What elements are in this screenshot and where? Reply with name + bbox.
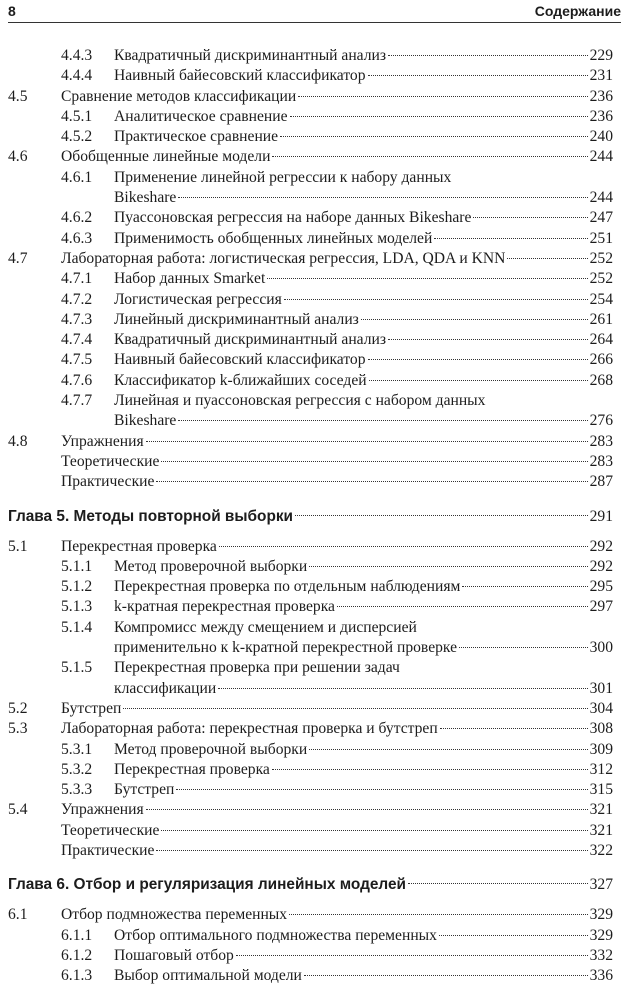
dot-leader	[156, 481, 587, 482]
dot-leader	[272, 769, 588, 770]
dot-leader	[309, 749, 587, 750]
toc-entry-title: Обобщенные линейные модели	[61, 148, 271, 166]
toc-page-number: 268	[589, 371, 613, 389]
dot-leader	[161, 461, 587, 462]
toc-entry-number: 4.7.1	[61, 270, 93, 288]
toc-entry[interactable]	[0, 821, 627, 841]
toc-entry-number: 6.1	[8, 906, 28, 924]
dot-leader	[440, 728, 588, 729]
dot-leader	[219, 546, 588, 547]
toc-page-number: 252	[589, 249, 613, 267]
toc-entry-title: Применение линейной регрессии к набору данных	[114, 168, 452, 186]
toc-entry-number: 4.4.3	[61, 47, 93, 64]
toc-page-number: 300	[589, 639, 613, 657]
toc-entry-title: применительно к k-кратной перекрестной проверке	[114, 639, 458, 657]
toc-entry-number: 4.6.1	[61, 168, 93, 186]
toc-entry-title: Наивный байесовский классификатор	[114, 67, 366, 85]
dot-leader	[434, 238, 587, 239]
toc-entry[interactable]	[0, 597, 627, 617]
toc-entry-title: Практическое сравнение	[114, 128, 279, 146]
toc-entry-title: Классификатор k-ближайших соседей	[114, 371, 367, 389]
toc-entry[interactable]	[0, 658, 627, 699]
toc-page-number: 321	[589, 801, 613, 819]
toc-entry-title: Глава 6. Отбор и регуляризация линейных моделей	[8, 876, 406, 894]
toc-chapter-entry[interactable]	[0, 505, 627, 529]
toc-page-number: 321	[589, 821, 613, 839]
toc-entry[interactable]	[0, 269, 627, 289]
toc-entry-title: Выбор оптимальной модели	[114, 967, 302, 985]
toc-entry-number: 4.7	[8, 249, 28, 267]
dot-leader	[309, 566, 587, 567]
dot-leader	[161, 830, 587, 831]
toc-entry-number: 5.3.2	[61, 760, 93, 778]
toc-page-number: 327	[589, 876, 613, 894]
toc-chapter-entry[interactable]	[0, 873, 627, 897]
toc-entry-number: 4.5.1	[61, 107, 93, 125]
page-number: 8	[8, 3, 16, 19]
toc-page-number: 236	[589, 107, 613, 125]
toc-entry[interactable]	[0, 760, 627, 780]
toc-entry-title: Линейная и пуассоновская регрессия с набором данных	[114, 392, 486, 410]
toc-page-number: 309	[589, 740, 613, 758]
toc-page-number: 240	[589, 128, 613, 146]
toc-page-number: 332	[589, 946, 613, 964]
toc-page-number: 295	[589, 578, 613, 596]
toc-entry-title: Bikeshare	[114, 189, 177, 207]
dot-leader	[439, 935, 588, 936]
toc-page-number: 329	[589, 906, 613, 924]
toc-entry[interactable]	[0, 926, 627, 946]
toc-entry[interactable]	[0, 946, 627, 966]
toc-entry[interactable]	[0, 107, 627, 127]
toc-entry-title: Компромисс между смещением и дисперсией	[114, 618, 417, 636]
toc-entry[interactable]	[0, 537, 627, 557]
toc-page-number: 315	[589, 781, 613, 799]
toc-page-number: 261	[589, 310, 613, 328]
toc-entry[interactable]	[0, 966, 627, 986]
toc-page-number: 252	[589, 270, 613, 288]
toc-page-number: 244	[589, 189, 613, 207]
toc-entry-number: 5.3.3	[61, 781, 93, 799]
dot-leader	[304, 975, 588, 976]
toc-entry[interactable]	[0, 452, 627, 472]
toc-entry-number: 6.1.3	[61, 967, 93, 985]
dot-leader	[178, 420, 587, 421]
toc-entry-number: 5.1.4	[61, 618, 93, 636]
table-of-contents	[0, 46, 627, 986]
toc-entry-number: 4.6.2	[61, 209, 93, 227]
toc-entry[interactable]	[0, 719, 627, 739]
toc-entry-title: Наивный байесовский классификатор	[114, 351, 366, 369]
toc-page-number: 336	[589, 967, 613, 985]
toc-entry[interactable]	[0, 905, 627, 925]
toc-entry[interactable]	[0, 66, 627, 86]
toc-entry-title: Перекрестная проверка	[114, 760, 270, 778]
toc-entry[interactable]	[0, 168, 627, 209]
toc-entry[interactable]	[0, 310, 627, 330]
toc-entry[interactable]	[0, 127, 627, 147]
dot-leader	[236, 955, 588, 956]
toc-entry-title: k-кратная перекрестная проверка	[114, 598, 335, 616]
toc-page-number: 329	[589, 926, 613, 944]
toc-entry-title: Квадратичный дискриминантный анализ	[114, 47, 387, 64]
dot-leader	[473, 217, 587, 218]
dot-leader	[272, 156, 587, 157]
toc-entry-title: Практические	[61, 473, 155, 491]
toc-entry-title: классификации	[114, 679, 217, 697]
toc-entry-number: 5.1.2	[61, 578, 93, 596]
dot-leader	[298, 96, 587, 97]
toc-entry-title: Упражнения	[61, 432, 144, 450]
dot-leader	[290, 116, 588, 117]
toc-entry[interactable]	[0, 371, 627, 391]
toc-entry-number: 4.7.3	[61, 310, 93, 328]
toc-entry-title: Упражнения	[61, 801, 144, 819]
toc-entry[interactable]	[0, 330, 627, 350]
toc-entry-number: 4.8	[8, 432, 28, 450]
toc-page-number: 291	[589, 507, 613, 525]
toc-entry-title: Глава 5. Методы повторной выборки	[8, 507, 294, 525]
toc-page-number: 276	[589, 412, 613, 430]
toc-entry-title: Линейный дискриминантный анализ	[114, 310, 359, 328]
dot-leader	[369, 380, 588, 381]
toc-entry[interactable]	[0, 87, 627, 107]
page-header	[8, 0, 621, 23]
toc-entry-title: Теоретические	[61, 821, 160, 839]
toc-entry[interactable]	[0, 800, 627, 820]
toc-entry[interactable]	[0, 350, 627, 370]
dot-leader	[388, 55, 588, 56]
toc-page-number: 301	[589, 679, 613, 697]
toc-page-number: 231	[589, 67, 613, 85]
toc-entry-number: 5.4	[8, 801, 28, 819]
toc-entry[interactable]	[0, 557, 627, 577]
toc-entry-number: 5.1.3	[61, 598, 93, 616]
toc-page-number: 229	[589, 47, 613, 64]
toc-page-number: 312	[589, 760, 613, 778]
toc-entry-title: Бутстреп	[114, 781, 175, 799]
toc-entry-title: Практические	[61, 841, 155, 859]
dot-leader	[368, 359, 588, 360]
dot-leader	[289, 914, 588, 915]
toc-page-number: 297	[589, 598, 613, 616]
toc-page-number: 247	[589, 209, 613, 227]
dot-leader	[267, 278, 587, 279]
toc-entry-number: 6.1.2	[61, 946, 93, 964]
toc-entry-number: 4.7.7	[61, 392, 93, 410]
dot-leader	[176, 789, 587, 790]
dot-leader	[146, 441, 588, 442]
toc-entry-title: Набор данных Smarket	[114, 270, 266, 288]
toc-page-number: 308	[589, 720, 613, 738]
toc-entry-title: Bikeshare	[114, 412, 177, 430]
dot-leader	[408, 883, 588, 884]
toc-entry-number: 5.3	[8, 720, 28, 738]
toc-entry-title: Перекрестная проверка	[61, 537, 217, 555]
toc-entry[interactable]	[0, 249, 627, 269]
toc-entry-title: Отбор подмножества переменных	[61, 906, 288, 924]
dot-leader	[459, 647, 588, 648]
toc-entry[interactable]	[0, 229, 627, 249]
toc-page-number: 322	[589, 841, 613, 859]
toc-entry-number: 4.7.6	[61, 371, 93, 389]
toc-page-number: 244	[589, 148, 613, 166]
toc-entry-title: Логистическая регрессия	[114, 290, 282, 308]
dot-leader	[123, 708, 587, 709]
toc-entry-number: 5.1	[8, 537, 28, 555]
toc-page-number: 283	[589, 432, 613, 450]
toc-page-number: 287	[589, 473, 613, 491]
toc-entry-title: Перекрестная проверка по отдельным наблюдениям	[114, 578, 461, 596]
toc-entry[interactable]	[0, 699, 627, 719]
toc-entry-number: 5.1.5	[61, 659, 93, 677]
toc-entry-title: Метод проверочной выборки	[114, 557, 308, 575]
toc-entry-number: 5.3.1	[61, 740, 93, 758]
toc-page-number: 266	[589, 351, 613, 369]
dot-leader	[280, 136, 588, 137]
toc-page-number: 292	[589, 557, 613, 575]
toc-entry[interactable]	[0, 780, 627, 800]
toc-entry-number: 4.7.5	[61, 351, 93, 369]
toc-entry-title: Лабораторная работа: перекрестная проверка и бутстреп	[61, 720, 438, 738]
toc-entry[interactable]	[0, 208, 627, 228]
toc-entry[interactable]	[0, 577, 627, 597]
toc-entry-number: 4.5.2	[61, 128, 93, 146]
toc-entry-number: 4.7.2	[61, 290, 93, 308]
dot-leader	[337, 606, 588, 607]
running-title: Содержание	[534, 3, 621, 19]
dot-leader	[462, 586, 587, 587]
dot-leader	[178, 197, 587, 198]
toc-entry-title: Пошаговый отбор	[114, 946, 234, 964]
toc-page-number: 304	[589, 699, 613, 717]
dot-leader	[218, 688, 587, 689]
dot-leader	[507, 258, 587, 259]
toc-entry-number: 4.6	[8, 148, 28, 166]
toc-entry-title: Сравнение методов классификации	[61, 87, 297, 105]
toc-entry[interactable]	[0, 147, 627, 167]
toc-entry-number: 4.6.3	[61, 229, 93, 247]
toc-entry-number: 4.7.4	[61, 331, 93, 349]
toc-page-number: 254	[589, 290, 613, 308]
toc-entry[interactable]	[0, 46, 627, 66]
toc-entry[interactable]	[0, 618, 627, 659]
toc-page-number: 264	[589, 331, 613, 349]
dot-leader	[156, 850, 587, 851]
toc-page-number: 292	[589, 537, 613, 555]
toc-entry[interactable]	[0, 432, 627, 452]
toc-entry-title: Лабораторная работа: логистическая регрессия, LDA, QDA и KNN	[61, 249, 506, 267]
toc-entry[interactable]	[0, 841, 627, 861]
toc-entry-title: Аналитическое сравнение	[114, 107, 288, 125]
toc-entry-title: Бутстреп	[61, 699, 122, 717]
dot-leader	[146, 809, 588, 810]
toc-entry[interactable]	[0, 472, 627, 492]
toc-entry-title: Перекрестная проверка при решении задач	[114, 659, 400, 677]
toc-page-number: 283	[589, 452, 613, 470]
dot-leader	[295, 515, 588, 516]
toc-page-number: 236	[589, 87, 613, 105]
dot-leader	[284, 299, 588, 300]
toc-entry-number: 4.5	[8, 87, 28, 105]
dot-leader	[388, 339, 588, 340]
toc-entry-title: Применимость обобщенных линейных моделей	[114, 229, 433, 247]
toc-entry-number: 5.2	[8, 699, 28, 717]
dot-leader	[361, 319, 588, 320]
toc-entry[interactable]	[0, 391, 627, 432]
toc-entry[interactable]	[0, 290, 627, 310]
toc-entry-number: 4.4.4	[61, 67, 93, 85]
toc-entry-title: Теоретические	[61, 452, 160, 470]
toc-entry-title: Квадратичный дискриминантный анализ	[114, 331, 387, 349]
dot-leader	[368, 75, 588, 76]
toc-page-number: 251	[589, 229, 613, 247]
toc-entry-title: Метод проверочной выборки	[114, 740, 308, 758]
toc-entry-number: 6.1.1	[61, 926, 93, 944]
toc-entry-title: Пуассоновская регрессия на наборе данных Bikeshare	[114, 209, 472, 227]
toc-entry-title: Отбор оптимального подмножества переменных	[114, 926, 437, 944]
toc-entry-number: 5.1.1	[61, 557, 93, 575]
toc-entry[interactable]	[0, 740, 627, 760]
